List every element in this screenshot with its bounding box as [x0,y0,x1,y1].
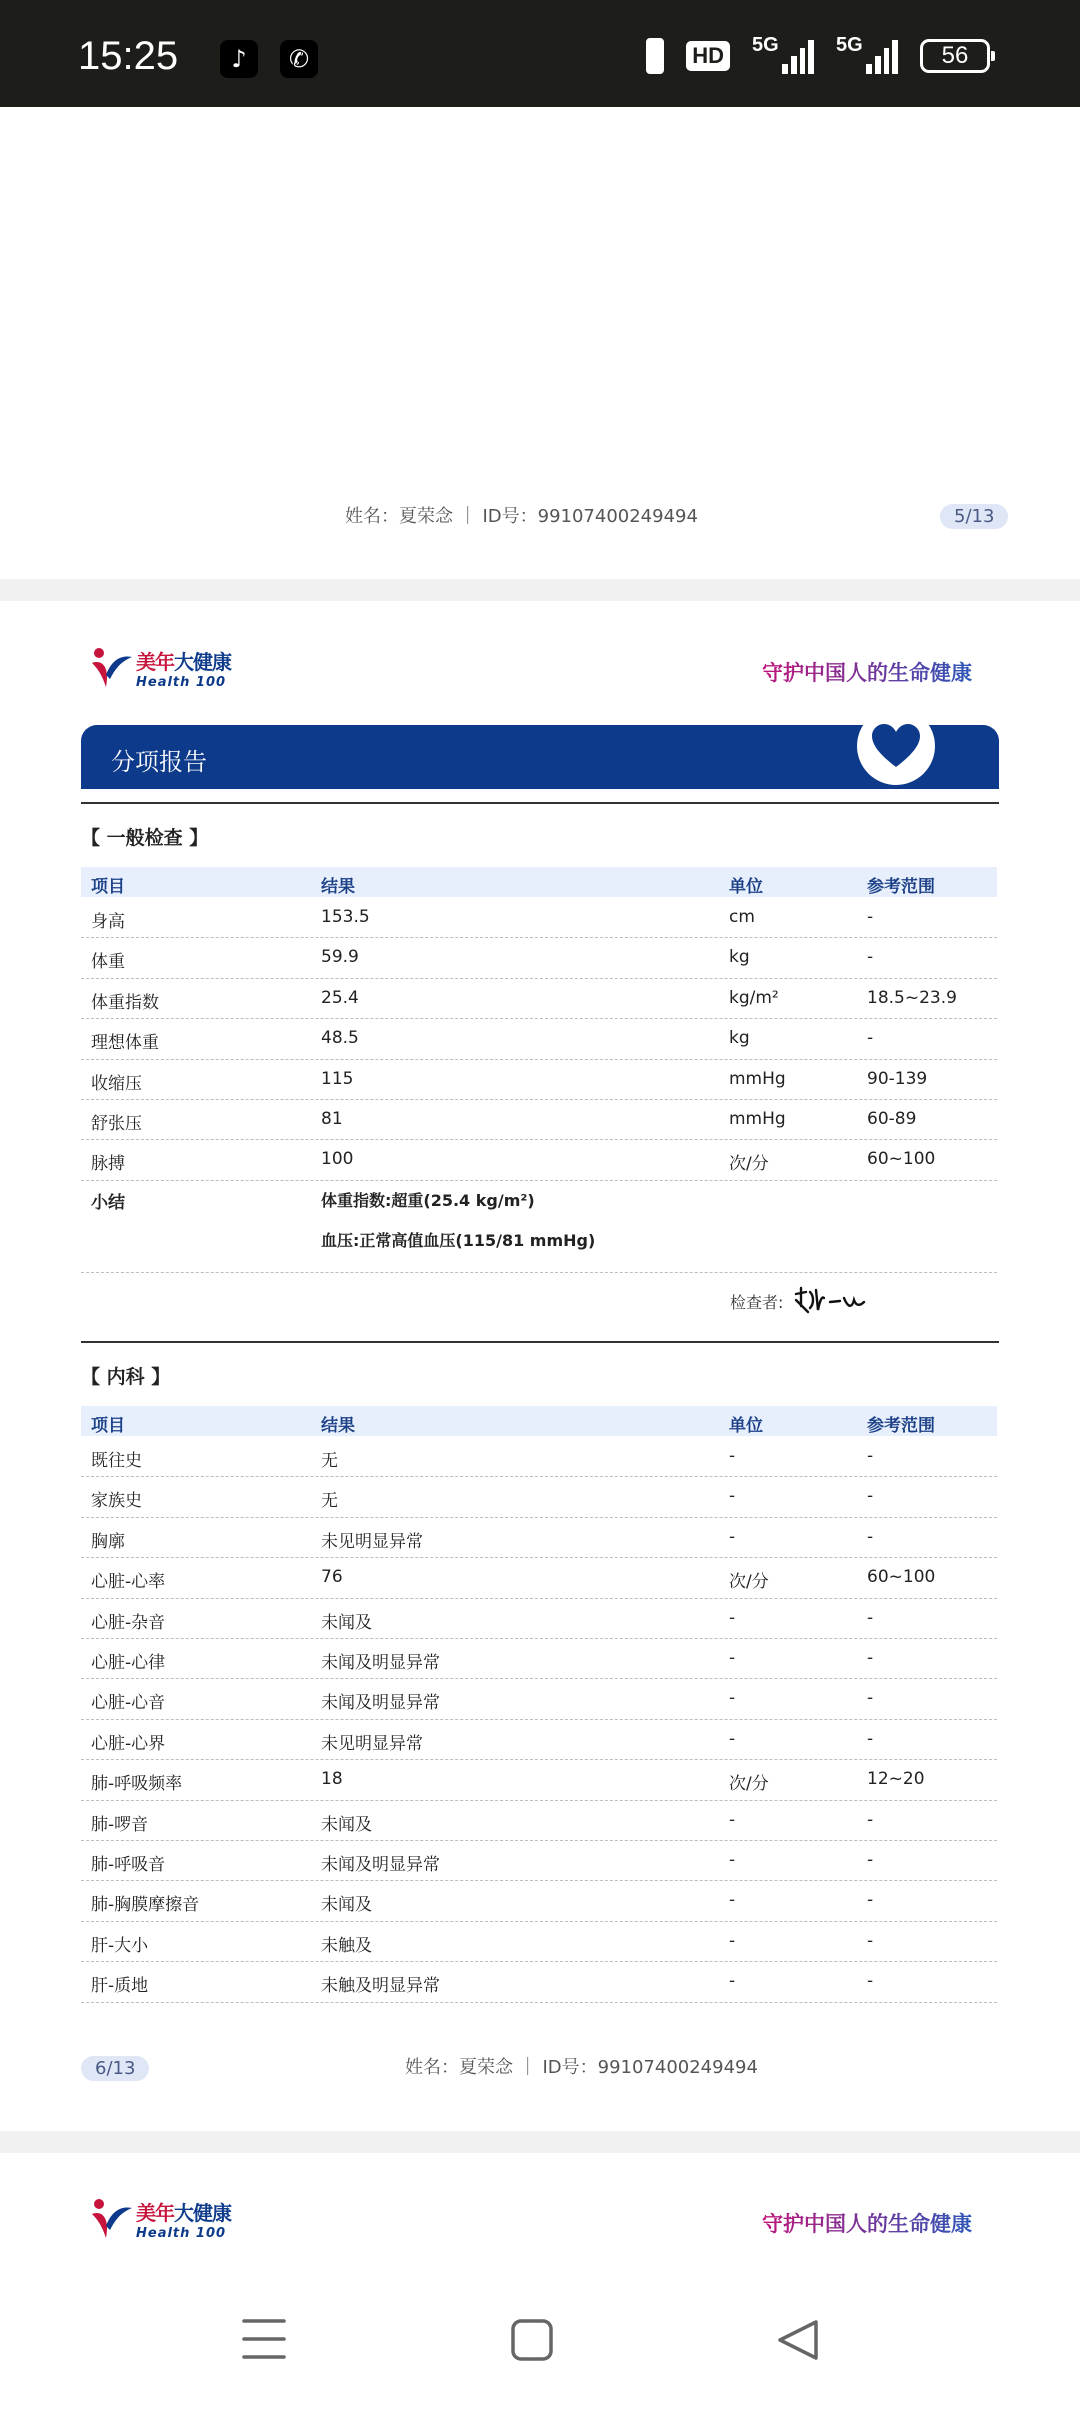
cell-range: - [867,1648,874,1668]
table-row [81,1840,997,1881]
summary-line: 体重指数:超重(25.4 kg/m²) [321,1191,535,1210]
table-row [81,897,997,938]
section-banner [81,725,999,789]
cell-range: - [867,1728,874,1749]
summary-label: 小结 [91,1193,125,1213]
header-item: 项目 [91,877,125,897]
cell-result: 未闻及 [321,1895,372,1916]
cell-result: 81 [321,1109,343,1129]
status-bar [0,0,1080,107]
table-row [81,1719,997,1760]
cell-item: 脉搏 [91,1154,125,1175]
cell-item: 心脏-心界 [91,1733,166,1754]
page-number: 5/13 [940,504,1008,529]
cell-unit: cm [729,907,755,927]
banner-title: 分项报告 [111,748,207,776]
signal-icon-2: 5G [836,38,898,74]
brand-logo: 美年大健康 Health 100 [88,645,231,691]
back-icon[interactable] [776,2318,820,2362]
cell-item: 体重 [91,952,125,973]
table-row [81,978,997,1019]
cell-unit: - [729,1688,736,1709]
cell-result: 25.4 [321,987,359,1008]
cell-item: 理想体重 [91,1033,159,1054]
cell-item: 心脏-心率 [91,1572,166,1593]
cell-result: 76 [321,1567,343,1588]
cell-range: - [867,1486,874,1507]
signature-image [792,1286,866,1316]
tiktok-icon: ♪ [220,40,258,78]
cell-unit: - [729,1890,736,1911]
patient-info-footer: 姓名：夏荣念 ｜ ID号：99107400249494 [345,506,698,527]
table-row [81,1759,997,1800]
cell-unit: - [729,1486,736,1507]
cell-result: 59.9 [321,947,359,968]
cell-range: - [867,1688,874,1709]
cell-range: - [867,1028,874,1049]
cell-item: 舒张压 [91,1114,142,1134]
examiner-label: 检查者: [730,1293,784,1312]
brand-slogan: 守护中国人的生命健康 [762,2208,972,2238]
cell-unit: - [729,1850,736,1870]
cell-unit: - [729,1526,736,1547]
table-row [81,1961,997,2002]
cell-item: 既往史 [91,1451,142,1471]
table-row [81,1880,997,1921]
cell-item: 胸廓 [91,1531,125,1552]
divider [81,1341,999,1343]
phone-icon: ✆ [280,40,318,78]
table-row [81,1476,997,1517]
cell-unit: - [729,1930,736,1951]
table-row [81,1598,997,1639]
table-header [81,867,997,897]
header-unit: 单位 [729,877,763,897]
table-row [81,1517,997,1558]
cell-range: 60~100 [867,1567,936,1588]
logo-mark-icon [88,645,134,691]
table-row [81,1099,997,1140]
cell-range: 90-139 [867,1068,928,1089]
cell-unit: 次/分 [729,1774,769,1795]
cell-result: 未闻及明显异常 [321,1693,440,1714]
cell-result: 未闻及明显异常 [321,1653,440,1673]
cell-result: 无 [321,1491,338,1512]
section-title-general: 【 一般检查 】 [81,827,209,849]
cell-range: - [867,1526,874,1547]
cell-result: 未触及明显异常 [321,1976,440,1997]
cell-range: 18.5~23.9 [867,987,957,1008]
summary-line: 血压:正常高值血压(115/81 mmHg) [321,1231,596,1250]
cell-result: 153.5 [321,907,370,927]
table-row [81,1678,997,1719]
cell-result: 未见明显异常 [321,1733,423,1754]
cell-unit: mmHg [729,1068,786,1089]
table-header [81,1406,997,1436]
brand-slogan: 守护中国人的生命健康 [762,657,972,687]
signal-icon: 5G [752,38,814,74]
table-row [81,1139,997,1180]
header-item: 项目 [91,1416,125,1436]
cell-result: 48.5 [321,1028,359,1049]
patient-info-footer: 姓名：夏荣念 ｜ ID号：99107400249494 [405,2057,758,2078]
cell-item: 肺-呼吸频率 [91,1774,183,1795]
cell-result: 100 [321,1149,354,1170]
table-row [81,1921,997,1962]
cell-range: - [867,1890,874,1911]
cell-range: 12~20 [867,1769,925,1790]
table-row [81,1638,997,1679]
cell-range: - [867,1446,874,1466]
page-separator [0,579,1080,601]
section-title-internal: 【 内科 】 [81,1366,171,1388]
cell-unit: - [729,1446,736,1466]
cell-result: 18 [321,1769,343,1790]
cell-item: 收缩压 [91,1073,142,1094]
cell-item: 身高 [91,912,125,932]
cell-item: 肺-胸膜摩擦音 [91,1895,200,1916]
cell-result: 未触及 [321,1935,372,1956]
cell-unit: - [729,1971,736,1992]
cell-result: 未闻及 [321,1814,372,1835]
cell-range: - [867,1930,874,1951]
page-separator [0,2131,1080,2153]
cell-item: 肝-大小 [91,1935,149,1956]
cell-range: - [867,1607,874,1628]
menu-icon[interactable] [242,2318,286,2360]
cell-item: 心脏-杂音 [91,1612,166,1633]
brand-logo: 美年大健康 Health 100 [88,2196,231,2242]
cell-item: 肝-质地 [91,1976,149,1997]
cell-item: 心脏-心音 [91,1693,166,1714]
cell-unit: kg [729,947,750,968]
table-row [81,1018,997,1059]
cell-unit: kg/m² [729,987,779,1008]
cell-result: 未闻及 [321,1612,372,1633]
heart-icon [857,707,935,785]
navigation-bar [0,2268,1080,2412]
cell-range: - [867,907,874,927]
cell-range: - [867,1809,874,1830]
header-result: 结果 [321,877,355,897]
cell-unit: kg [729,1028,750,1049]
cell-range: 60~100 [867,1149,936,1170]
table-row [81,1557,997,1598]
header-result: 结果 [321,1416,355,1436]
cell-unit: - [729,1728,736,1749]
cell-item: 肺-呼吸音 [91,1855,166,1875]
battery-icon: 56 [920,39,990,73]
header-range: 参考范围 [867,1416,935,1436]
table-row [81,937,997,978]
cell-range: - [867,947,874,968]
cell-result: 115 [321,1068,354,1089]
cell-unit: - [729,1607,736,1628]
hd-badge: HD [686,41,730,71]
cell-range: 60-89 [867,1109,917,1129]
cell-unit: 次/分 [729,1154,769,1175]
cell-unit: 次/分 [729,1572,769,1593]
divider [81,802,999,804]
cell-unit: mmHg [729,1109,786,1129]
cell-result: 未见明显异常 [321,1531,423,1552]
cell-range: - [867,1971,874,1992]
cell-result: 无 [321,1451,338,1471]
cell-range: - [867,1850,874,1870]
header-range: 参考范围 [867,877,935,897]
cell-unit: - [729,1809,736,1830]
status-time: 15:25 [78,34,179,78]
cell-item: 体重指数 [91,992,159,1013]
home-icon[interactable] [510,2318,554,2362]
cell-item: 肺-啰音 [91,1814,149,1835]
table-row [81,1059,997,1100]
cell-item: 家族史 [91,1491,142,1512]
vibrate-icon [646,38,664,74]
summary-divider [81,1232,997,1273]
header-unit: 单位 [729,1416,763,1436]
cell-item: 心脏-心律 [91,1653,166,1673]
table-row [81,1436,997,1477]
table-row [81,1800,997,1841]
cell-unit: - [729,1648,736,1668]
cell-result: 未闻及明显异常 [321,1855,440,1875]
logo-mark-icon [88,2196,134,2242]
page-number: 6/13 [81,2056,149,2081]
